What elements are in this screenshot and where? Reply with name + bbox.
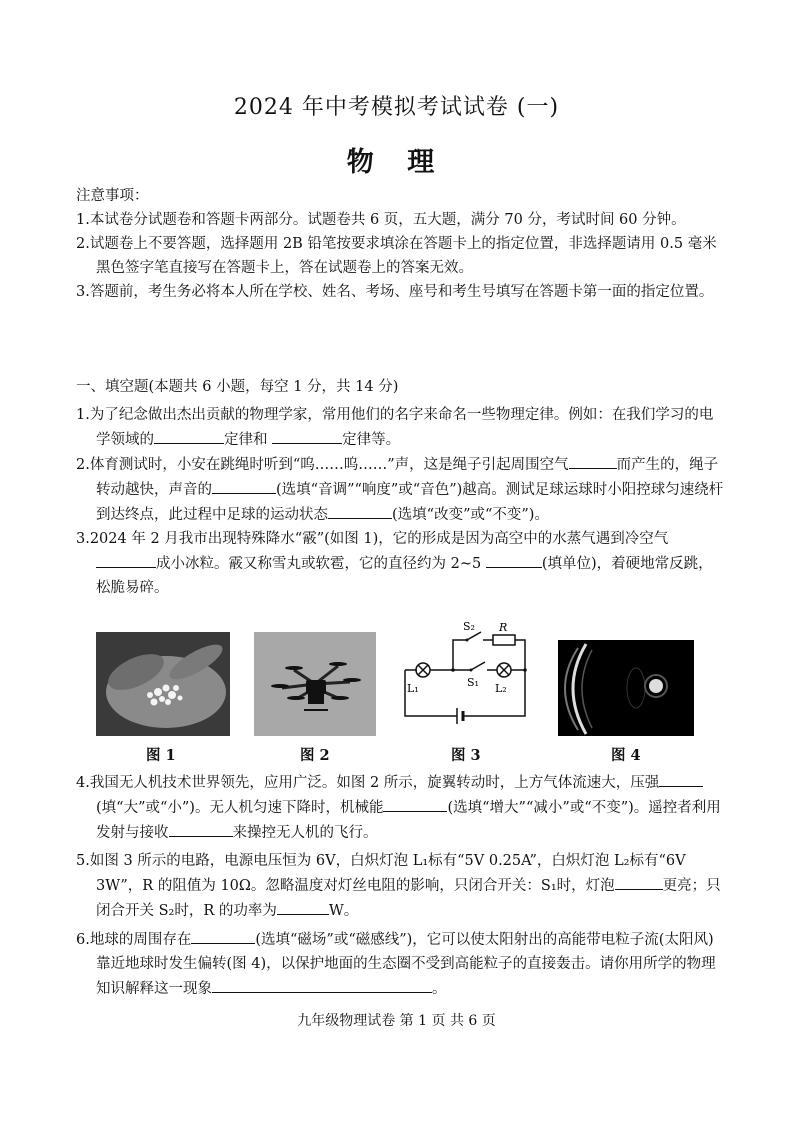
question-text: 来操控无人机的飞行。 <box>232 825 378 841</box>
answer-blank <box>96 551 156 568</box>
notice-item: 1.本试卷分试题卷和答题卡两部分。试题卷共 6 页，五大题，满分 70 分，考试时间 60 分钟。 <box>76 212 686 228</box>
question-text: (选填“增大”“减小”或“不变”)。遥控者利用发射与接收 <box>96 800 721 841</box>
question-text: 1.为了纪念做出杰出贡献的物理学家，常用他们的名字来命名一些物理定律。例如：在我们学习的电学领域的 <box>76 407 714 448</box>
figure-row <box>96 622 706 772</box>
label-l2: L₂ <box>495 682 507 695</box>
question-text: 5.如图 3 所示的电路，电源电压恒为 6V，白炽灯泡 L₁标有“5V 0.25A”，白炽灯泡 L₂标有“6V 3W”，R 的阻值为 10Ω。忽略温度对灯丝电阻的影响，只闭合开关：S₁时，灯泡 <box>76 853 686 894</box>
answer-blank <box>659 770 703 787</box>
question-5 <box>76 849 726 923</box>
figure-4-solar-wind-photo <box>558 640 694 736</box>
figure-2-caption: 图 2 <box>300 747 330 764</box>
question-text: (选填“改变”或“不变”)。 <box>392 507 549 523</box>
figure-2-drone-photo <box>254 632 376 736</box>
notice-heading: 注意事项： <box>76 188 149 204</box>
answer-blank <box>212 477 276 494</box>
answer-blank <box>212 976 432 993</box>
notice-section <box>76 184 726 304</box>
notice-item: 2.试题卷上不要答题，选择题用 2B 铅笔按要求填涂在答题卡上的指定位置，非选择题请用 0.5 毫米黑色签字笔直接写在答题卡上，答在试题卷上的答案无效。 <box>76 236 717 276</box>
question-text: W。 <box>328 903 359 919</box>
question-text: (填“大”或“小”)。无人机匀速下降时，机械能 <box>96 800 384 816</box>
question-text: 而产生的，绳子转动越快，声音的 <box>96 457 719 498</box>
answer-blank <box>383 795 447 812</box>
figure-1-hail-photo <box>96 632 230 736</box>
question-2 <box>76 452 726 527</box>
notice-item: 3.答题前，考生务必将本人所在学校、姓名、考场、座号和考生号填写在答题卡第一面的指定位置。 <box>76 284 714 300</box>
figure-3-circuit-diagram <box>401 622 531 740</box>
label-s2: S₂ <box>463 622 475 633</box>
answer-blank <box>569 452 617 469</box>
question-6 <box>76 927 726 1001</box>
label-r: R <box>499 622 508 634</box>
question-text: 定律和 <box>224 432 268 448</box>
question-section <box>76 375 726 600</box>
question-text: 。 <box>432 981 447 997</box>
answer-blank <box>615 873 663 890</box>
answer-blank <box>191 927 255 944</box>
question-text: 定律等。 <box>342 432 401 448</box>
answer-blank <box>272 427 342 444</box>
subject-title: 物 理 <box>346 147 447 178</box>
question-text: 更亮；只闭合开关 S₂时，R 的功率为 <box>96 878 721 919</box>
question-text: 2.体育测试时，小安在跳绳时听到“呜……呜……”声，这是绳子引起周围空气 <box>76 457 569 473</box>
question-section-continued <box>76 770 726 1001</box>
question-4 <box>76 770 726 845</box>
question-text: (选填“音调”“响度”或“音色”)越高。测试足球运球时小阳控球匀速绕杆到达终点，此过程中足球的运动状态 <box>96 482 724 523</box>
question-1 <box>76 403 726 452</box>
question-text: (选填“磁场”或“磁感线”)，它可以使太阳射出的高能带电粒子流(太阳风)靠近地球时发生偏转(图 4)，以保护地面的生态圈不受到高能粒子的直接轰击。请你用所学的物理知识解释这一现象 <box>96 932 716 997</box>
question-text: 4.我国无人机技术世界领先，应用广泛。如图 2 所示，旋翼转动时，上方气体流速大，压强 <box>76 775 660 791</box>
page-footer: 九年级物理试卷 第 1 页 共 6 页 <box>297 1013 496 1029</box>
figure-1-caption: 图 1 <box>146 747 176 764</box>
section-heading: 一、填空题(本题共 6 小题，每空 1 分，共 14 分) <box>76 379 399 395</box>
question-text: 成小冰粒。霰又称雪丸或软雹，它的直径约为 2~5 <box>156 556 482 572</box>
figure-3-caption: 图 3 <box>451 747 481 764</box>
exam-title: 2024 年中考模拟考试试卷 (一) <box>233 95 560 120</box>
question-3 <box>76 527 726 600</box>
figure-4-caption: 图 4 <box>611 747 641 764</box>
answer-blank <box>277 898 329 915</box>
answer-blank <box>169 820 233 837</box>
question-text: 3.2024 年 2 月我市出现特殊降水“霰”(如图 1)，它的形成是因为高空中的水蒸气遇到冷空气 <box>76 531 669 547</box>
label-l1: L₁ <box>407 682 419 695</box>
question-text: (填单位)，着硬地常反跳，松脆易碎。 <box>96 556 713 596</box>
question-text: 6.地球的周围存在 <box>76 932 192 948</box>
answer-blank <box>486 551 542 568</box>
answer-blank <box>154 427 224 444</box>
label-s1: S₁ <box>467 676 479 689</box>
answer-blank <box>328 502 392 519</box>
